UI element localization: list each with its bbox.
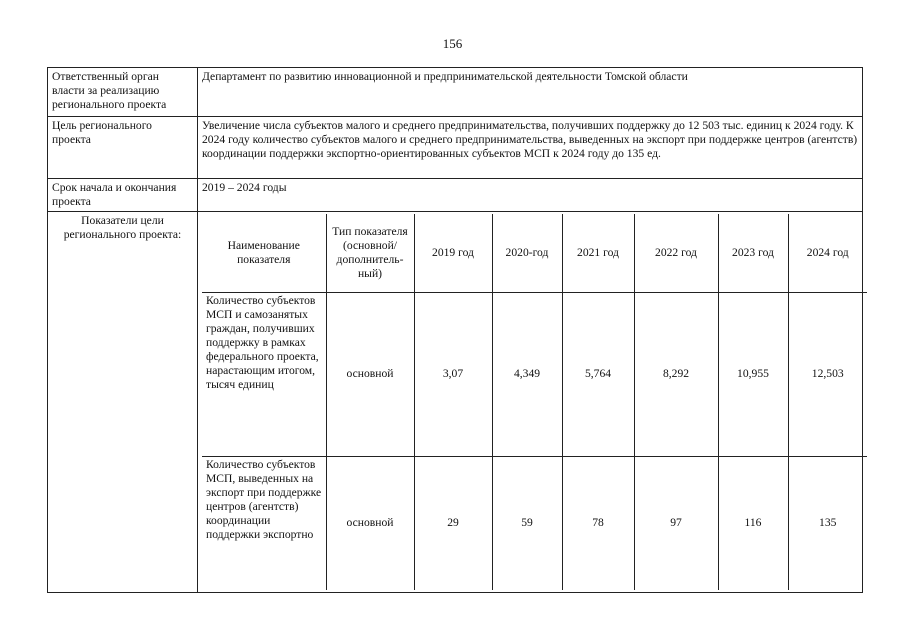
indicator-name: Количество субъектов МСП, выведенных на экспорт при поддержке центров (агентств) координации поддержки экспортно [202,456,326,590]
header-year-2021: 2021 год [562,214,634,292]
responsible-label: Ответственный орган власти за реализацию регионального проекта [48,68,198,117]
indicator-type: основной [326,292,414,456]
indicators-row [48,212,863,593]
indicators-cell [198,212,863,593]
indicator-type: основной [326,456,414,590]
indicator-value-2022: 8,292 [634,292,718,456]
indicators-table [202,214,867,590]
indicator-value-2019: 29 [414,456,492,590]
header-year-2020: 2020-год [492,214,562,292]
indicator-value-2023: 116 [718,456,788,590]
indicators-label: Показатели цели регионального проекта: [48,212,198,593]
term-row [48,179,863,212]
header-year-2022: 2022 год [634,214,718,292]
header-type: Тип показателя (основной/ дополнитель-ный) [326,214,414,292]
indicator-value-2020: 4,349 [492,292,562,456]
goal-value: Увеличение числа субъектов малого и среднего предпринимательства, получивших поддержку до 12 503 тыс. единиц к 2024 году. К 2024 году количество субъектов малого и среднего предпринимательства, выведенных на экспорт при поддержке центров (агентств) координации поддержки экспортно-ориентированных субъектов МСП к 2024 году до 135 ед. [198,117,863,179]
term-label: Срок начала и окончания проекта [48,179,198,212]
table-row [202,456,867,590]
indicator-value-2020: 59 [492,456,562,590]
goal-label: Цель регионального проекта [48,117,198,179]
indicator-value-2022: 97 [634,456,718,590]
indicator-value-2024: 12,503 [788,292,867,456]
header-year-2023: 2023 год [718,214,788,292]
table-row [202,292,867,456]
indicator-value-2023: 10,955 [718,292,788,456]
indicator-value-2021: 78 [562,456,634,590]
indicator-value-2019: 3,07 [414,292,492,456]
term-value: 2019 – 2024 годы [198,179,863,212]
indicator-value-2021: 5,764 [562,292,634,456]
header-name: Наименование показателя [202,214,326,292]
indicators-header-row [202,214,867,292]
indicator-value-2024: 135 [788,456,867,590]
project-passport-table [47,67,863,593]
header-year-2024: 2024 год [788,214,867,292]
responsible-row [48,68,863,117]
goal-row [48,117,863,179]
page-number: 156 [442,36,463,51]
header-year-2019: 2019 год [414,214,492,292]
responsible-value: Департамент по развитию инновационной и предпринимательской деятельности Томской области [198,68,863,117]
indicator-name: Количество субъектов МСП и самозанятых граждан, получивших поддержку в рамках федерального проекта, нарастающим итогом, тысяч единиц [202,292,326,456]
